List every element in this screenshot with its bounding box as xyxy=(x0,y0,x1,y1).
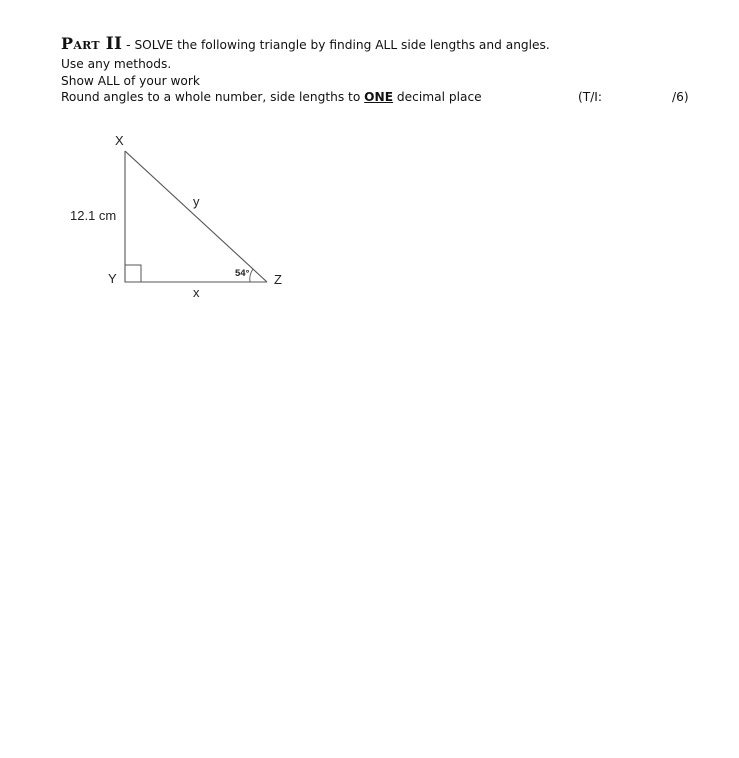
angle-z-label: 54° xyxy=(235,268,250,279)
side-yz-label: x xyxy=(193,285,200,300)
rounding-suffix: decimal place xyxy=(393,90,482,104)
rounding-emphasis: ONE xyxy=(364,90,394,104)
vertex-x-label: X xyxy=(115,133,124,148)
instruction-line-work: Show ALL of your work xyxy=(61,73,200,88)
instruction-line-methods: Use any methods. xyxy=(61,57,172,71)
angle-z-arc xyxy=(250,269,253,282)
side-xz-label: y xyxy=(193,194,200,209)
part-label: Part II xyxy=(61,34,123,54)
rounding-text: Round angles to a whole number, side lengths to xyxy=(61,90,365,104)
vertex-y-label: Y xyxy=(108,271,117,286)
side-xy-length: 12.1 cm xyxy=(70,208,117,223)
instruction-text: - SOLVE the following triangle by finding ALL side lengths and angles. xyxy=(122,38,550,52)
vertex-z-label: Z xyxy=(274,272,282,287)
marks-category: (T/I: xyxy=(578,90,603,104)
right-angle-marker xyxy=(125,265,141,282)
side-xz xyxy=(125,151,267,282)
marks-total: /6) xyxy=(672,90,689,104)
